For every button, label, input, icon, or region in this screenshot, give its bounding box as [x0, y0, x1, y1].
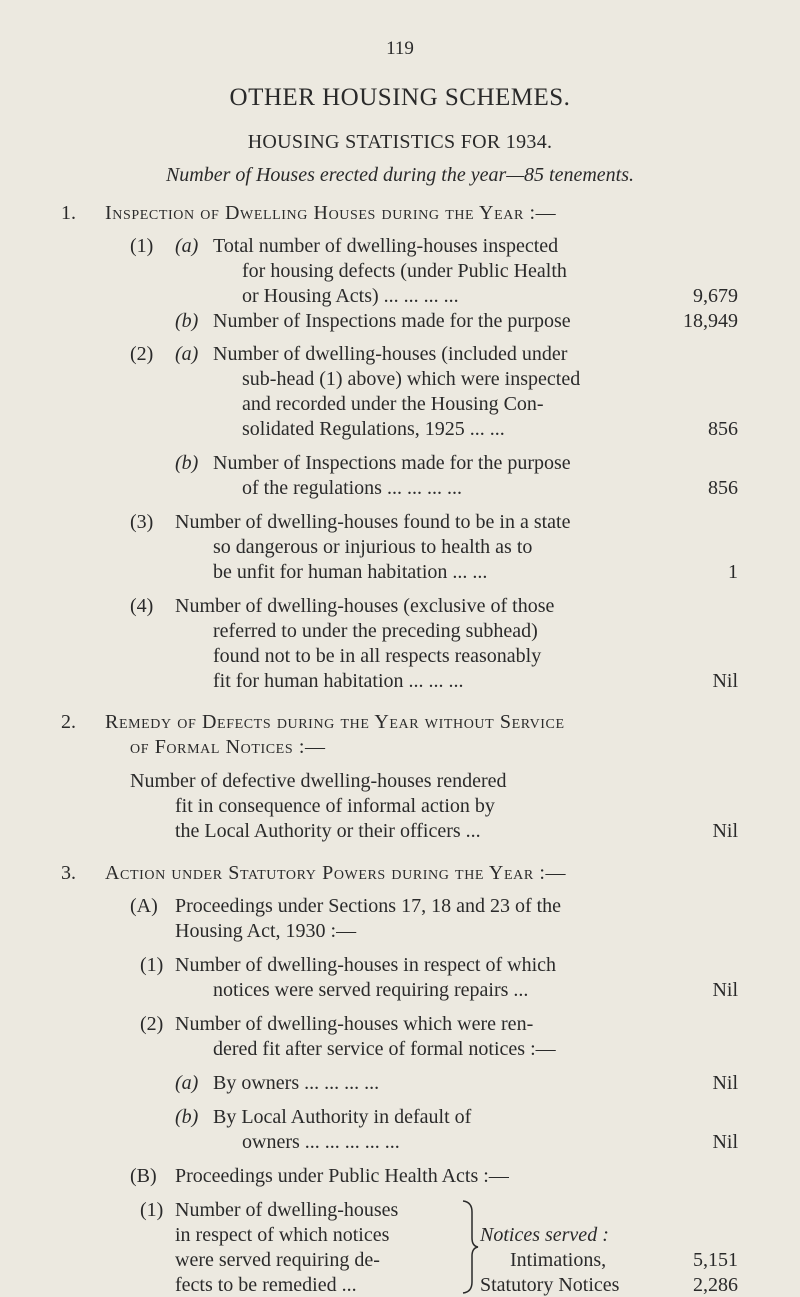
item-1-1-number: (1)	[130, 235, 154, 257]
item-1-4-line: referred to under the preceding subhead)	[213, 620, 538, 642]
section-3-heading: Action under Statutory Powers during the Year :—	[105, 862, 567, 884]
item-1-4-value: Nil	[712, 670, 738, 692]
item-3B-1-number: (1)	[140, 1199, 164, 1221]
page-number: 119	[386, 38, 414, 59]
item-1-1-a-label: (a)	[175, 235, 199, 257]
item-1-4-line: found not to be in all respects reasonably	[213, 645, 542, 667]
item-3A-1-line: Number of dwelling-houses in respect of which	[175, 954, 557, 976]
item-1-4-line: fit for human habitation ... ... ...	[213, 670, 464, 692]
section-2-heading: of Formal Notices :—	[130, 736, 326, 758]
item-1-2-a-line: and recorded under the Housing Con-	[242, 393, 544, 415]
section-2-line: Number of defective dwelling-houses rendered	[130, 770, 507, 792]
item-1-2-a-line: solidated Regulations, 1925 ... ...	[242, 418, 505, 440]
item-3A-1-line: notices were served requiring repairs ...	[213, 979, 529, 1001]
subsection-A-line: Proceedings under Sections 17, 18 and 23 of the	[175, 895, 562, 917]
item-1-1-b-label: (b)	[175, 310, 199, 332]
section-2-line: the Local Authority or their officers ...	[175, 820, 481, 842]
item-3A-2-b-line: By Local Authority in default of	[213, 1106, 472, 1128]
item-1-2-a-line: Number of dwelling-houses (included under	[213, 343, 568, 365]
section-3-number: 3.	[61, 862, 76, 884]
item-1-1-a-value: 9,679	[693, 285, 738, 307]
item-1-2-b-label: (b)	[175, 452, 199, 474]
item-1-1-a-line: for housing defects (under Public Health	[242, 260, 567, 282]
item-1-4-number: (4)	[130, 595, 154, 617]
item-1-4-line: Number of dwelling-houses (exclusive of those	[175, 595, 555, 617]
item-1-3-line: Number of dwelling-houses found to be in a state	[175, 511, 571, 533]
statutory-notices-label: Statutory Notices	[480, 1274, 620, 1296]
item-3A-2-a-text: By owners ... ... ... ...	[213, 1072, 380, 1094]
subsection-B-label: (B)	[130, 1165, 157, 1187]
item-1-2-a-value: 856	[708, 418, 738, 440]
item-3A-1-value: Nil	[712, 979, 738, 1001]
item-1-2-b-line: of the regulations ... ... ... ...	[242, 477, 462, 499]
right-brace-icon	[460, 1198, 482, 1296]
page-subtitle: HOUSING STATISTICS FOR 1934.	[247, 131, 553, 153]
item-3A-2-b-label: (b)	[175, 1106, 199, 1128]
page-title: OTHER HOUSING SCHEMES.	[229, 84, 571, 111]
item-1-1-a-line: Total number of dwelling-houses inspected	[213, 235, 559, 257]
item-3B-1-line: were served requiring de-	[175, 1249, 380, 1271]
notices-served-heading: Notices served :	[480, 1224, 609, 1246]
item-1-1-b-text: Number of Inspections made for the purpose	[213, 310, 571, 332]
item-3B-1-line: Number of dwelling-houses	[175, 1199, 399, 1221]
item-1-2-a-label: (a)	[175, 343, 199, 365]
item-1-3-number: (3)	[130, 511, 154, 533]
item-1-1-b-value: 18,949	[683, 310, 738, 332]
intimations-label: Intimations,	[510, 1249, 607, 1271]
subsection-A-line: Housing Act, 1930 :—	[175, 920, 357, 942]
item-3A-2-a-label: (a)	[175, 1072, 199, 1094]
subsection-A-label: (A)	[130, 895, 158, 917]
item-3A-2-a-value: Nil	[712, 1072, 738, 1094]
item-1-2-b-value: 856	[708, 477, 738, 499]
item-3A-2-b-line: owners ... ... ... ... ...	[242, 1131, 400, 1153]
subsection-B-text: Proceedings under Public Health Acts :—	[175, 1165, 509, 1187]
item-1-3-value: 1	[728, 561, 738, 583]
item-3A-2-number: (2)	[140, 1013, 164, 1035]
item-3A-2-line: dered fit after service of formal notices :—	[213, 1038, 556, 1060]
item-1-2-b-line: Number of Inspections made for the purpose	[213, 452, 571, 474]
item-3A-2-b-value: Nil	[712, 1131, 738, 1153]
item-3A-1-number: (1)	[140, 954, 164, 976]
intimations-value: 5,151	[693, 1249, 738, 1271]
item-1-3-line: be unfit for human habitation ... ...	[213, 561, 488, 583]
section-2-heading: Remedy of Defects during the Year without Service	[105, 711, 565, 733]
item-1-2-number: (2)	[130, 343, 154, 365]
houses-erected-note: Number of Houses erected during the year—85 tenements.	[165, 164, 635, 186]
section-1-heading: Inspection of Dwelling Houses during the Year :—	[105, 202, 557, 224]
item-3A-2-line: Number of dwelling-houses which were ren-	[175, 1013, 534, 1035]
section-2-number: 2.	[61, 711, 76, 733]
item-3B-1-line: in respect of which notices	[175, 1224, 390, 1246]
section-1-number: 1.	[61, 202, 76, 224]
item-3B-1-line: fects to be remedied ...	[175, 1274, 357, 1296]
section-2-value: Nil	[712, 820, 738, 842]
item-1-1-a-line: or Housing Acts) ... ... ... ...	[242, 285, 459, 307]
statutory-notices-value: 2,286	[693, 1274, 738, 1296]
section-2-line: fit in consequence of informal action by	[175, 795, 495, 817]
item-1-3-line: so dangerous or injurious to health as to	[213, 536, 533, 558]
item-1-2-a-line: sub-head (1) above) which were inspected	[242, 368, 581, 390]
